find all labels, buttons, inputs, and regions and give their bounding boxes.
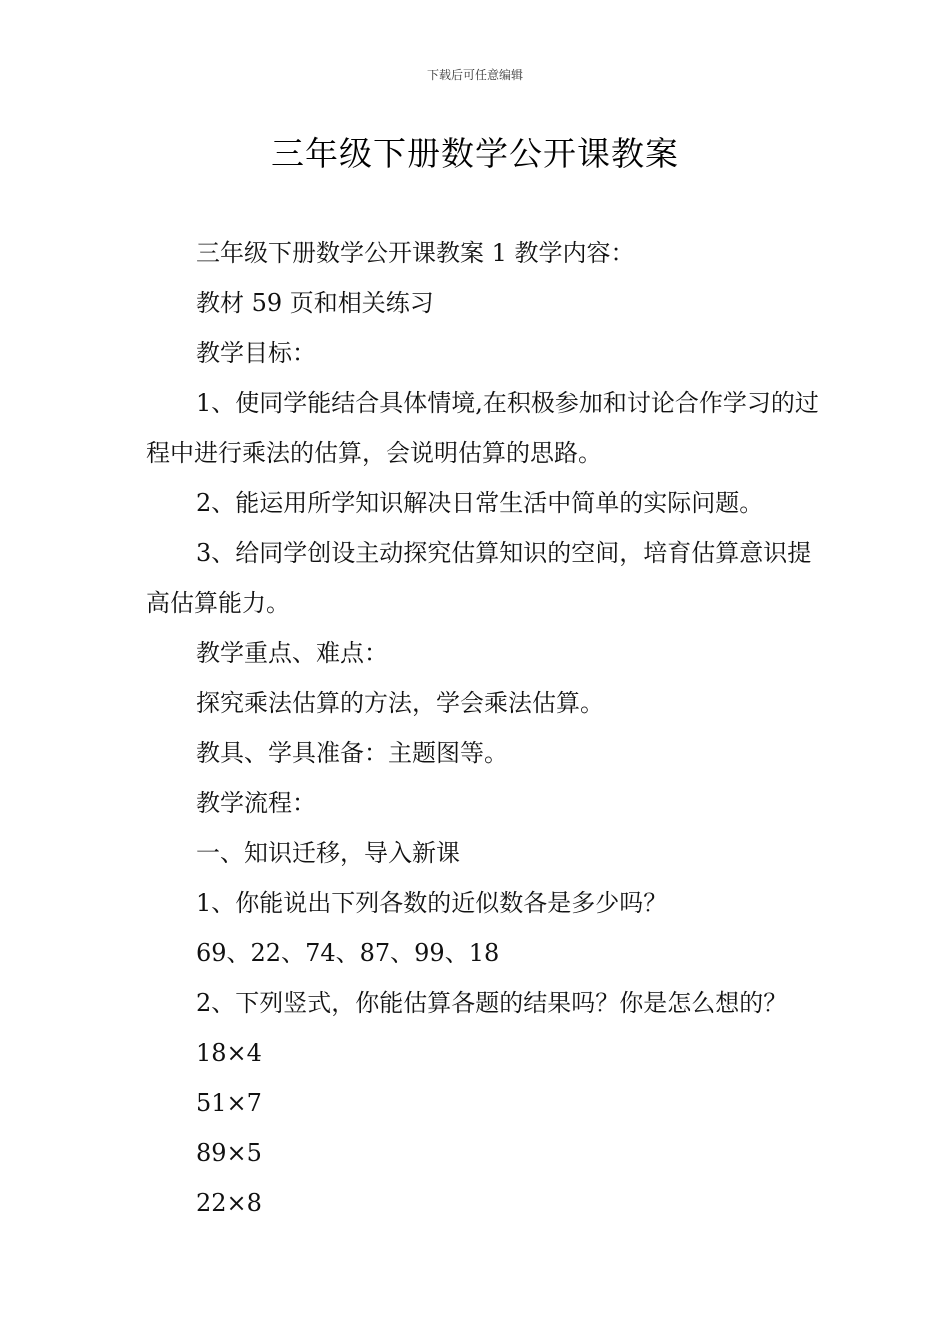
paragraph: 教具、学具准备：主题图等。 <box>196 739 508 767</box>
paragraph: 一、知识迁移，导入新课 <box>196 839 460 867</box>
paragraph: 2、能运用所学知识解决日常生活中简单的实际问题。 <box>196 489 764 517</box>
document-body <box>146 228 826 1228</box>
paragraph: 51×7 <box>196 1089 262 1117</box>
paragraph: 89×5 <box>196 1139 262 1167</box>
paragraph: 1、使同学能结合具体情境,在积极参加和讨论合作学习的过程中进行乘法的估算，会说明估算的思路。 <box>146 389 819 467</box>
paragraph: 教材 59 页和相关练习 <box>196 289 434 317</box>
paragraph: 教学重点、难点： <box>196 639 388 667</box>
paragraph: 探究乘法估算的方法，学会乘法估算。 <box>196 689 604 717</box>
paragraph: 1、你能说出下列各数的近似数各是多少吗？ <box>196 889 668 917</box>
paragraph: 69、22、74、87、99、18 <box>196 939 500 967</box>
paragraph: 2、下列竖式，你能估算各题的结果吗？你是怎么想的？ <box>196 989 788 1017</box>
paragraph: 教学流程： <box>196 789 316 817</box>
document-title: 三年级下册数学公开课教案 <box>271 134 679 173</box>
paragraph: 3、给同学创设主动探究估算知识的空间，培育估算意识提高估算能力。 <box>146 539 812 617</box>
header-note: 下载后可任意编辑 <box>426 68 523 82</box>
paragraph: 三年级下册数学公开课教案 1 教学内容： <box>196 239 635 267</box>
paragraph: 18×4 <box>196 1039 262 1067</box>
paragraph: 教学目标： <box>196 339 316 367</box>
paragraph: 22×8 <box>196 1189 262 1217</box>
